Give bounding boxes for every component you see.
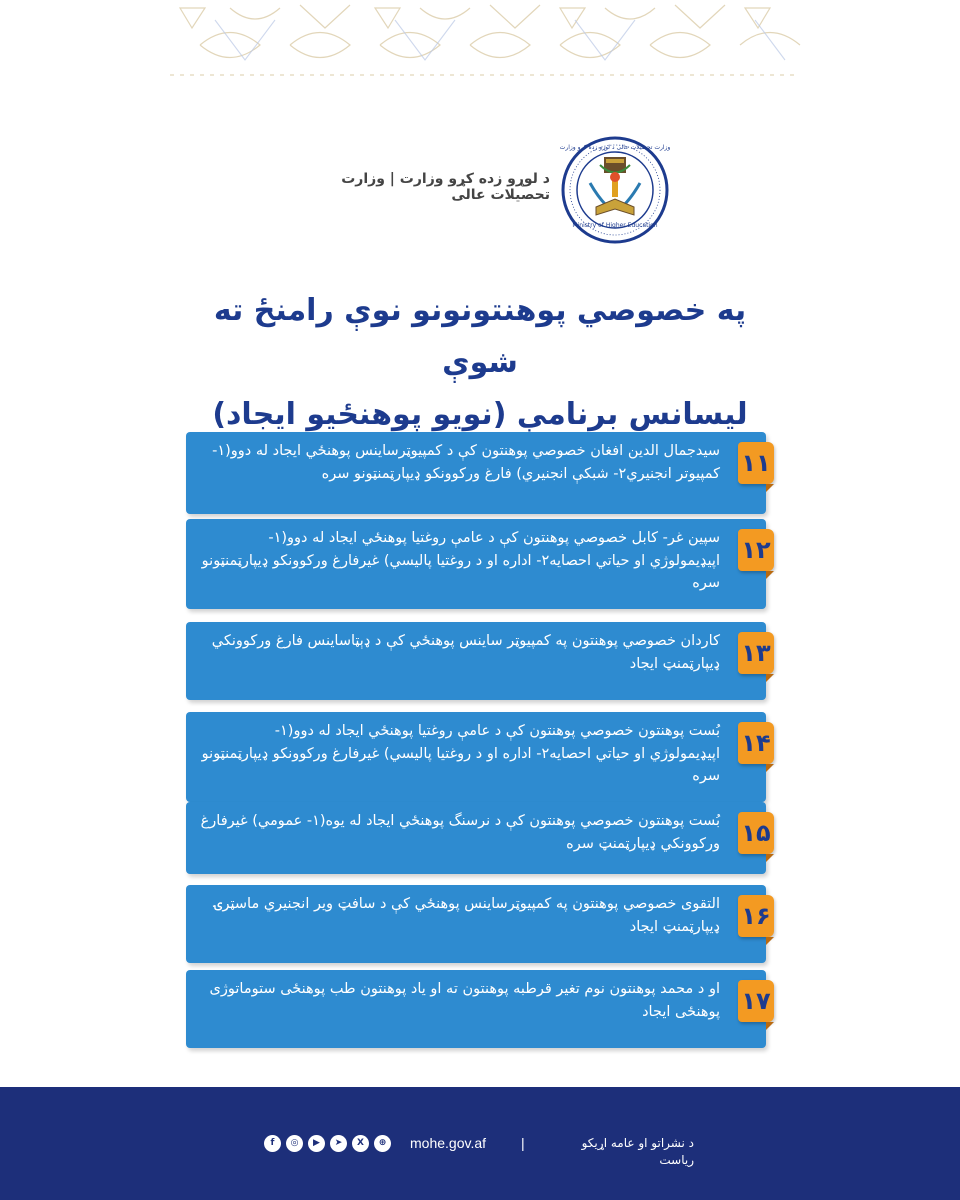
title-line-2: لیسانس برنامې (نویو پوهنځیو ایجاد) (212, 397, 748, 432)
title-line-1: په خصوصي پوهنتونونو نوې رامنځ ته شوې (213, 293, 747, 380)
item-number-tab (738, 442, 774, 484)
x-icon[interactable]: X (352, 1135, 369, 1152)
item-text: او د محمد پوهنتون نوم تغیر قرطبه پوهنتون ته او یاد پوهنتون طب پوهنځی ستوماتوژی پوهنځی ایجاد (209, 981, 720, 1020)
item-text: بُست پوهنتون خصوصي پوهنتون کې د عامې روغتیا پوهنځي ایجاد له دوو(۱- اپیډیمولوژي او حیاتي احصایه۲- اداره او د روغتیا پالیسي) غیرفارغ ورکوونکو ډیپارټمنټونو سره (201, 723, 720, 784)
footer (0, 1087, 960, 1200)
ministry-name: د لوړو زده کړو وزارت | وزارت تحصیلات عالی (341, 171, 550, 203)
item-number-tab (738, 632, 774, 674)
item-box (186, 970, 766, 1048)
item-number-tab (738, 895, 774, 937)
item-box (186, 802, 766, 874)
item-text: سیدجمال الدین افغان خصوصي پوهنتون کې د کمپیوټرساینس پوهنځي ایجاد له دوو(۱- کمپیوتر انجنیري۲- شبکې انجنیري) فارغ ورکوونکو ډیپارټمنټونو سره (212, 443, 720, 482)
item-text: التقوی خصوصي پوهنتون په کمپیوټرساینس پوهنځي کې د سافټ ویر انجنیري ماسټرۍ ډیپارټمنټ ایجاد (214, 896, 720, 935)
facebook-icon[interactable]: f (264, 1135, 281, 1152)
item-number: ۱۷ (741, 987, 771, 1015)
decorative-pattern (0, 0, 960, 90)
item-number: ۱۲ (741, 536, 771, 564)
item-text: کاردان خصوصي پوهنتون په کمپیوټر ساینس پوهنځي کې د ډېټاساینس فارغ ورکوونکي ډیپارټمنټ ایجاد (211, 633, 720, 672)
social-links (264, 1135, 391, 1152)
item-box (186, 622, 766, 700)
item-number: ۱۵ (741, 819, 771, 847)
item-number-tab (738, 529, 774, 571)
web-icon[interactable]: ⊕ (374, 1135, 391, 1152)
department-name: د نشراتو او عامه اړیکو ریاست (581, 1136, 694, 1167)
item-box (186, 519, 766, 609)
item-box (186, 432, 766, 514)
item-text: سپین غر- کابل خصوصي پوهنتون کې د عامې روغتیا پوهنځي ایجاد له دوو(۱- اپیډیمولوژي او حیاتي احصایه۲- اداره او د روغتیا پالیسي) غیرفارغ ورکوونکو ډیپارټمنټونو سره (201, 530, 720, 591)
item-box (186, 885, 766, 963)
header (0, 135, 960, 245)
item-number: ۱۳ (741, 639, 771, 667)
logo-caption-en: Ministry of Higher Education (572, 222, 658, 229)
item-number: ۱۱ (741, 449, 771, 477)
website-link[interactable]: mohe.gov.af (410, 1135, 487, 1151)
ministry-seal-logo (560, 135, 670, 245)
youtube-icon[interactable]: ▶ (308, 1135, 325, 1152)
item-number-tab (738, 722, 774, 764)
instagram-icon[interactable]: ◎ (286, 1135, 303, 1152)
item-number-tab (738, 980, 774, 1022)
item-number-tab (738, 812, 774, 854)
item-text: بُست پوهنتون خصوصي پوهنتون کې د نرسنگ پوهنځي ایجاد له یوه(۱- عمومي) غیرفارغ ورکوونکي ډیپارټمنټ سره (200, 813, 720, 852)
item-number: ۱۴ (741, 729, 771, 757)
logo-caption-local: وزارت تحصیلات عالی د لوړو زده کړو وزارت (560, 144, 670, 151)
footer-separator: | (521, 1135, 525, 1151)
item-number: ۱۶ (741, 902, 771, 930)
page-title (180, 285, 780, 441)
telegram-icon[interactable]: ➤ (330, 1135, 347, 1152)
item-box (186, 712, 766, 802)
